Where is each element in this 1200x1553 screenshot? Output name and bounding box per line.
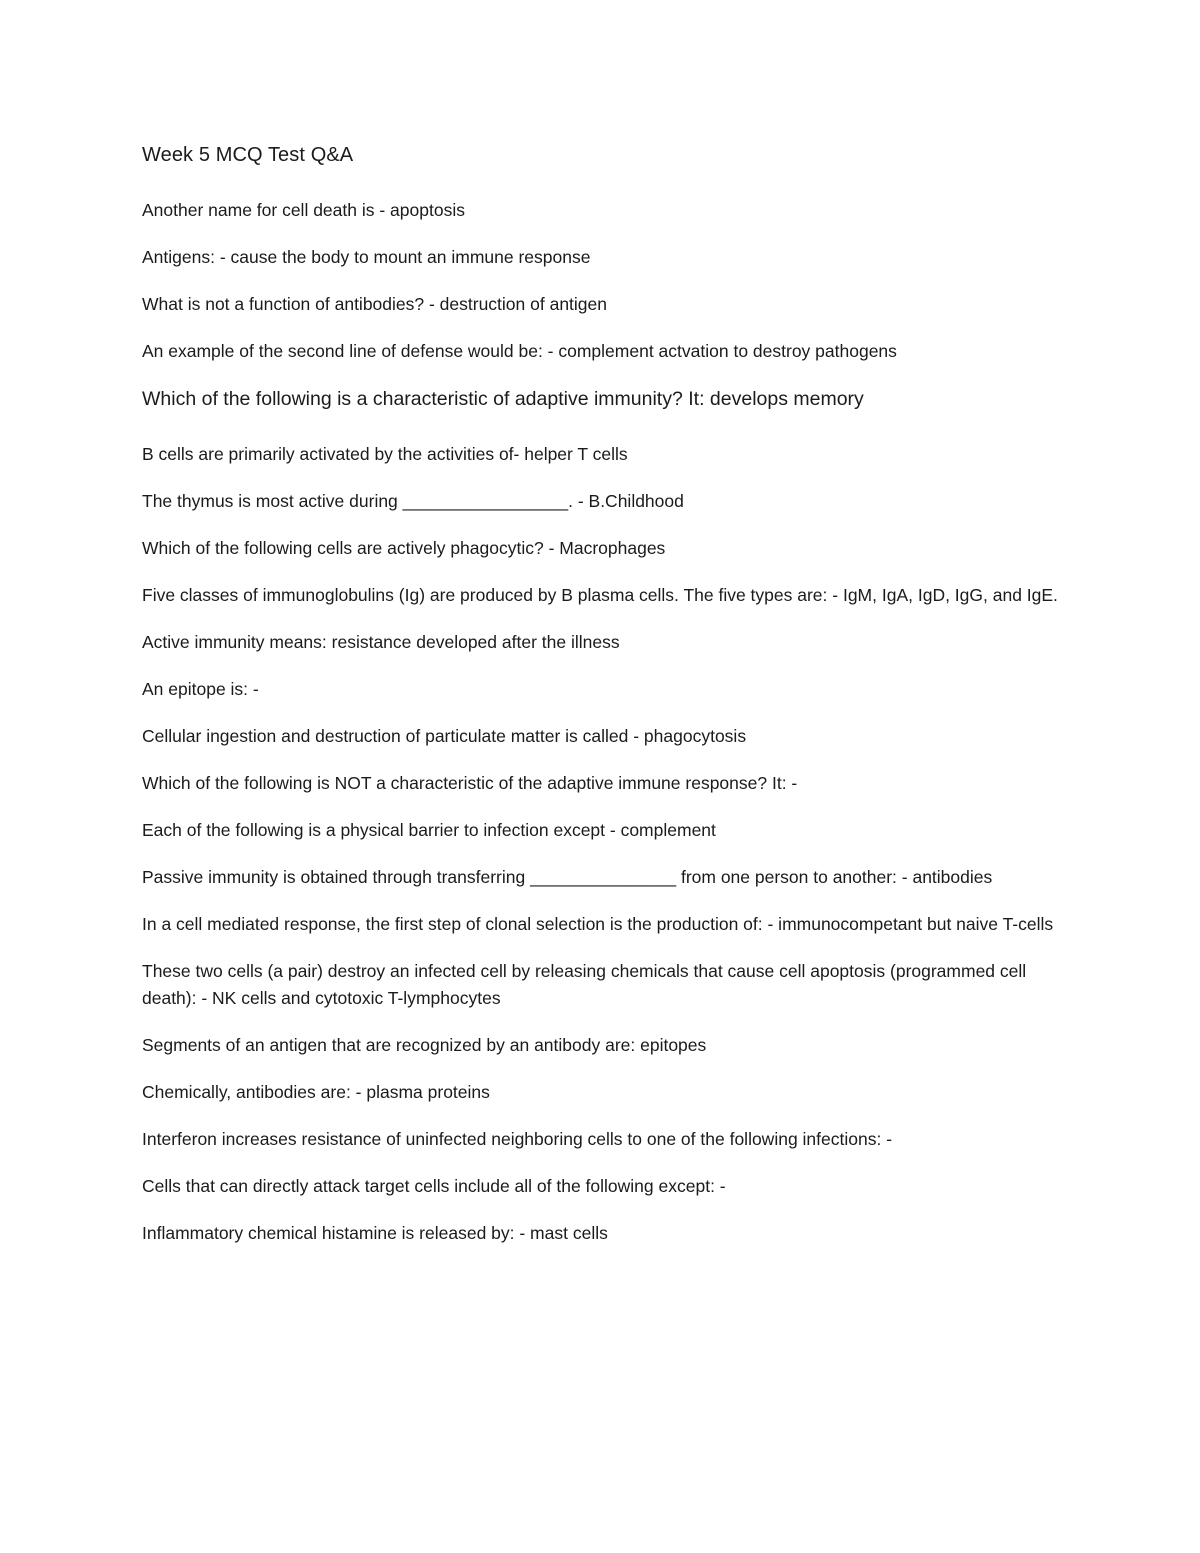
qa-item: Passive immunity is obtained through transferring _______________ from one person to another: - antibodies — [142, 867, 993, 887]
qa-item: Cells that can directly attack target cells include all of the following except: - — [142, 1175, 726, 1196]
page-title: Week 5 MCQ Test Q&A — [142, 144, 354, 166]
qa-item: B cells are primarily activated by the activities of- helper T cells — [142, 444, 628, 464]
qa-item: Which of the following is NOT a characteristic of the adaptive immune response? It: - — [142, 773, 798, 793]
qa-item: What is not a function of antibodies? - destruction of antigen — [142, 294, 608, 314]
qa-item: The thymus is most active during _________________. - B.Childhood — [142, 491, 684, 511]
document-body — [142, 141, 1062, 1267]
qa-item: Which of the following is a characteristic of adaptive immunity? It: develops memory — [142, 388, 864, 410]
qa-item: Segments of an antigen that are recognized by an antibody are: epitopes — [142, 1034, 707, 1055]
qa-item: An example of the second line of defense would be: - complement actvation to destroy pathogens — [142, 341, 897, 361]
qa-item: Inflammatory chemical histamine is released by: - mast cells — [142, 1222, 608, 1243]
qa-item: Antigens: - cause the body to mount an immune response — [142, 247, 591, 267]
qa-item: Cellular ingestion and destruction of particulate matter is called - phagocytosis — [142, 726, 747, 746]
qa-item: Five classes of immunoglobulins (Ig) are produced by B plasma cells. The five types are: - IgM, IgA, IgD, IgG, and IgE. — [142, 585, 1058, 605]
qa-item: An epitope is: - — [142, 679, 259, 699]
qa-item: Chemically, antibodies are: - plasma proteins — [142, 1081, 490, 1102]
qa-item: These two cells (a pair) destroy an infected cell by releasing chemicals that cause cell apoptosis (programmed cell death): - NK cells and cytotoxic T-lymphocytes — [142, 961, 1027, 1008]
qa-item: Active immunity means: resistance developed after the illness — [142, 632, 620, 652]
qa-item: In a cell mediated response, the first step of clonal selection is the production of: - immunocompetant but naive T-cells — [142, 914, 1054, 934]
qa-item: Interferon increases resistance of uninfected neighboring cells to one of the following infections: - — [142, 1128, 893, 1149]
qa-item: Which of the following cells are actively phagocytic? - Macrophages — [142, 538, 666, 558]
qa-item: Each of the following is a physical barrier to infection except - complement — [142, 820, 716, 840]
qa-item: Another name for cell death is - apoptosis — [142, 200, 465, 220]
